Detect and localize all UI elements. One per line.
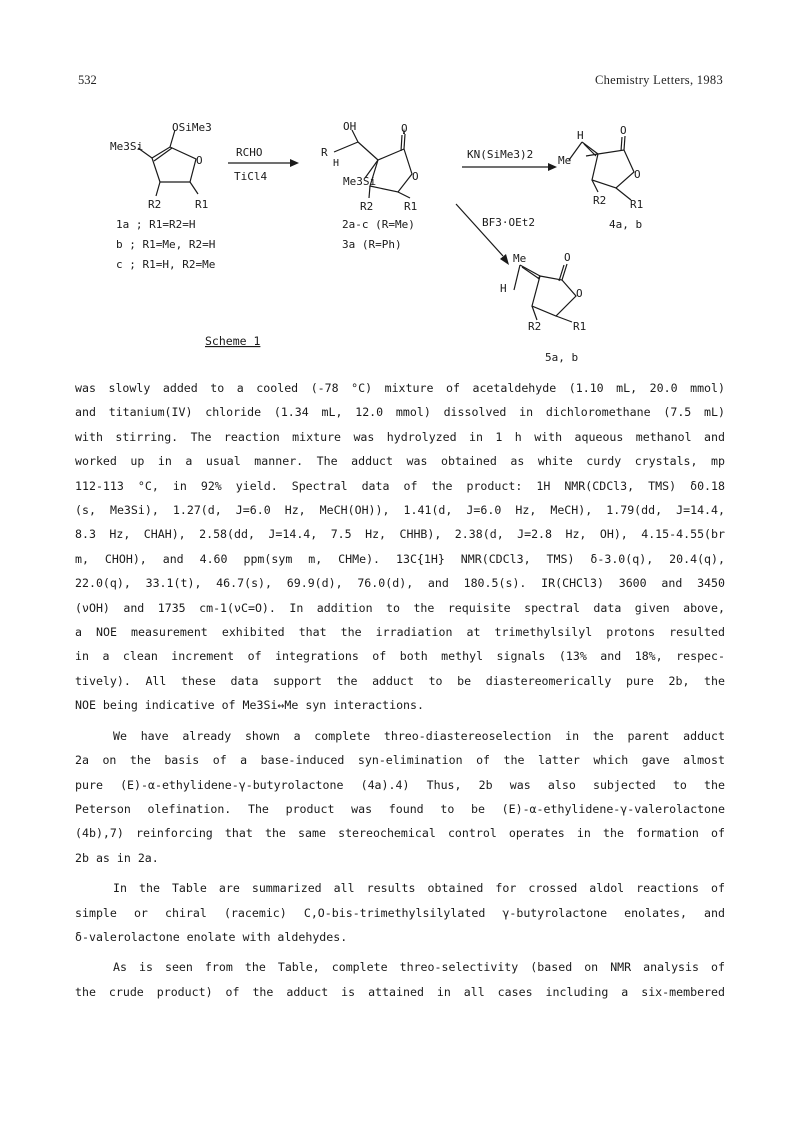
arrow2-base: KN(SiMe3)2 [467,148,534,161]
arrow1-rcho: RCHO [236,146,263,159]
text-line: and titanium(IV) chloride (1.34 mL, 12.0 mmol) dissolved in dichloromethane (7.5 mL) [75,405,725,420]
arrow1-ticl4: TiCl4 [234,170,268,183]
reaction-scheme [0,120,793,370]
c2-ring-o: O [412,170,419,183]
text-line: Peterson olefination. The product was found to be (E)-α-ethylidene-γ-valerolactone [75,801,725,816]
c2-r1: R1 [404,200,418,213]
arrow3-bf3: BF3·OEt2 [482,216,535,229]
c2-me3si: Me3Si [343,175,377,188]
c4-me: Me [558,154,572,167]
text-line: m, CHOH), and 4.60 ppm(sym m, CHMe). 13C{1H} NMR(CDCl3, TMS) δ-3.0(q), 20.4(q), [75,551,725,566]
c1-osime3: OSiMe3 [172,121,212,134]
text-line: a NOE measurement exhibited that the irradiation at trimethylsilyl protons resulted [75,625,725,640]
c4-h: H [577,129,584,142]
paragraph-selectivity [75,955,725,1004]
paragraph-table-summary [75,876,725,949]
text-line: (4b),7) reinforcing that the same stereochemical control operates in the formation of [75,826,725,841]
paragraph-threo-selection [75,724,725,870]
text-line: 8.3 Hz, CHAH), 2.58(dd, J=14.4, 7.5 Hz, CHHB), 2.38(d, J=2.8 Hz, OH), 4.15-4.55(br [75,527,725,542]
text-line: We have already shown a complete threo-diastereoselection in the parent adduct [113,728,725,743]
text-line: 22.0(q), 33.1(t), 46.7(s), 69.9(d), 76.0(d), and 180.5(s). IR(CHCl3) 3600 and 3450 [75,576,725,591]
c2-h: H [333,158,340,169]
text-line: was slowly added to a cooled (-78 °C) mixture of acetaldehyde (1.10 mL, 20.0 mmol) [75,381,725,395]
c4-r2: R2 [593,194,607,207]
c5-label: 5a, b [545,351,579,364]
paragraph-experimental [75,376,725,718]
c2-r: R [321,146,328,159]
text-line: δ-valerolactone enolate with aldehydes. [75,929,348,944]
text-line: (s, Me3Si), 1.27(d, J=6.0 Hz, MeCH(OH)), 1.41(d, J=6.0 Hz, MeCH), 1.79(dd, J=14.4, [75,503,725,518]
c4-carbonyl-o: O [620,124,627,137]
c5-r2: R2 [528,320,542,333]
c1-me3si: Me3Si [110,140,144,153]
c1-ring-o: O [196,154,203,167]
c1-r2: R2 [148,198,162,211]
page-number: 532 [78,73,97,87]
text-line: 2a on the basis of a base-induced syn-elimination of the latter which gave almost [75,753,725,768]
c2-oh: OH [343,120,357,133]
scheme-drawing [0,120,793,370]
text-line: with stirring. The reaction mixture was hydrolyzed in 1 h with aqueous methanol and [75,429,725,444]
c5-h: H [500,282,507,295]
text-line: 112-113 °C, in 92% yield. Spectral data of the product: 1H NMR(CDCl3, TMS) δ0.18 [75,478,725,493]
text-line: 2b as in 2a. [75,850,159,865]
text-line: tively). All these data support the adduct to be diastereomerically pure 2b, the [75,673,725,688]
c1-label-c: c ; R1=H, R2=Me [116,258,216,271]
text-line: NOE being indicative of Me3Si↔Me syn interactions. [75,698,425,713]
c2-label-a: 2a-c (R=Me) [342,218,415,231]
c2-carbonyl-o: O [401,122,408,135]
c3-label: 3a (R=Ph) [342,238,402,251]
text-line: worked up in a usual manner. The adduct was obtained as white curdy crystals, mp [75,454,725,469]
c2-r2: R2 [360,200,374,213]
c5-me: Me [513,252,527,265]
text-line: pure (E)-α-ethylidene-γ-butyrolactone (4a).4) Thus, 2b was also subjected to the [75,777,725,792]
c1-r1: R1 [195,198,209,211]
text-line: the crude product) of the adduct is attained in all cases including a six-membered [75,984,725,999]
c1-label-b: b ; R1=Me, R2=H [116,238,216,251]
text-line: (νOH) and 1735 cm-1(νC=O). In addition to the requisite spectral data given above, [75,600,725,615]
body-text [75,376,725,1004]
c4-label: 4a, b [609,218,643,231]
text-line: simple or chiral (racemic) C,O-bis-trimethylsilylated γ-butyrolactone enolates, and [75,905,725,920]
c5-carbonyl-o: O [564,251,571,264]
text-line: in a clean increment of integrations of both methyl signals (13% and 18%, respec- [75,649,725,664]
c1-label-a: 1a ; R1=R2=H [116,218,196,231]
c5-r1: R1 [573,320,587,333]
c4-r1: R1 [630,198,644,211]
text-line: In the Table are summarized all results obtained for crossed aldol reactions of [113,881,725,896]
journal-header: Chemistry Letters, 1983 [594,73,723,87]
text-line: As is seen from the Table, complete threo-selectivity (based on NMR analysis of [113,960,725,975]
c5-ring-o: O [576,287,583,300]
scheme-title: Scheme 1 [205,334,261,348]
c4-ring-o: O [634,168,641,181]
